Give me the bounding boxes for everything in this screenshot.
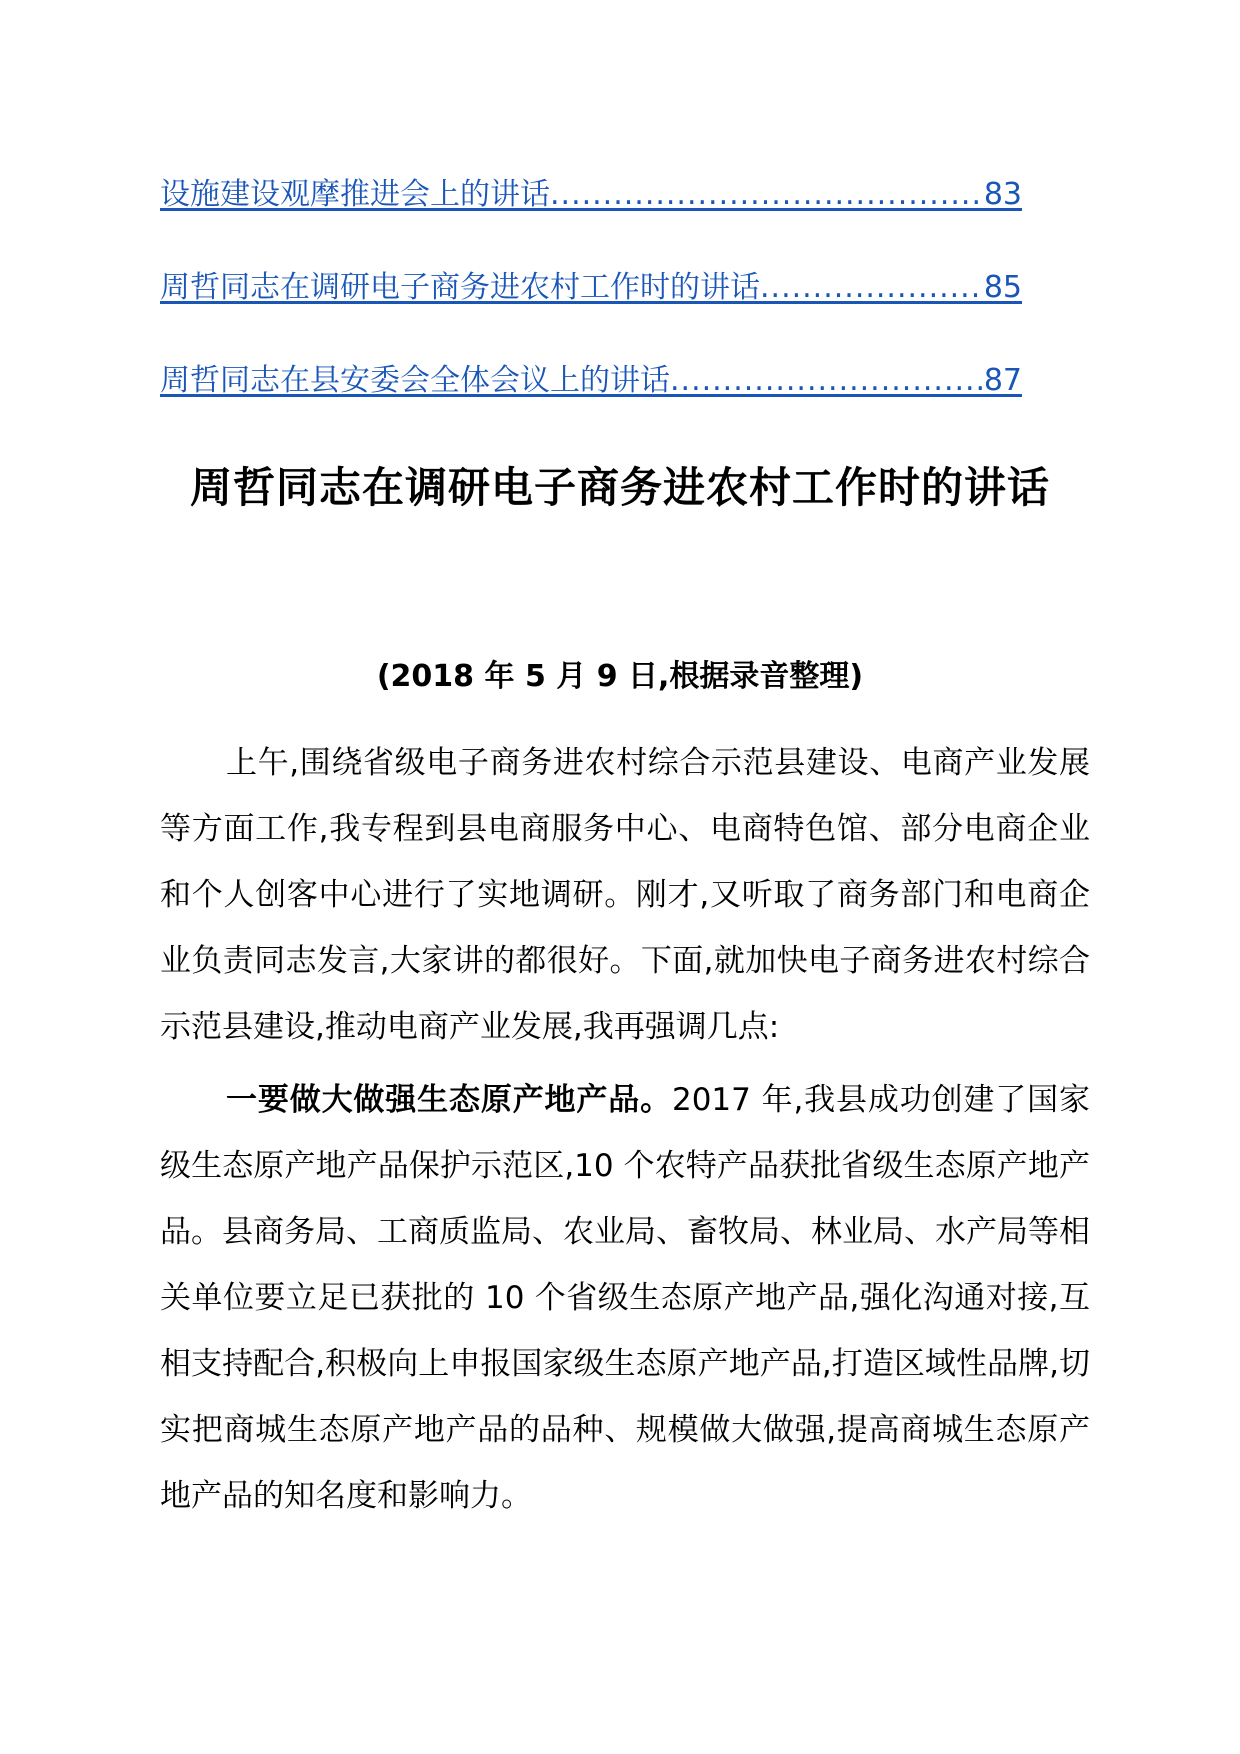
toc-entry-title[interactable]: 周哲同志在调研电子商务进农村工作时的讲话 bbox=[160, 270, 760, 305]
body-paragraph-1 bbox=[160, 730, 1090, 1060]
paragraph-text: 上午,围绕省级电子商务进农村综合示范县建设、电商产业发展等方面工作,我专程到县电商服务中心、电商特色馆、部分电商企业和个人创客中心进行了实地调研。刚才,又听取了商务部门和电商企业负责同志发言,大家讲的都很好。下面,就加快电子商务进农村综合示范县建设,推动电商产业发展,我再强调几点: bbox=[160, 745, 1090, 1045]
toc-leader-dots bbox=[550, 170, 984, 220]
speech-date-note: (2018 年 5 月 9 日,根据录音整理) bbox=[376, 659, 864, 694]
toc-entry-3[interactable] bbox=[160, 356, 1022, 449]
toc-entry-page[interactable]: 83 bbox=[983, 177, 1022, 212]
paragraph-text: 2017 年,我县成功创建了国家级生态原产地产品保护示范区,10 个农特产品获批省级生态原产地产品。县商务局、工商质监局、农业局、畜牧局、林业局、水产局等相关单位要立足已获批的 10 个省级生态原产地产品,强化沟通对接,互相支持配合,积极向上申报国家级生态原产地产品,打造区域性品牌,切实把商城生态原产地产品的品种、规模做大做强,提高商城生态原产地产品的知名度和影响力。 bbox=[160, 1082, 1091, 1514]
table-of-contents bbox=[160, 170, 1022, 449]
toc-entry-page[interactable]: 87 bbox=[983, 363, 1022, 398]
speech-title: 周哲同志在调研电子商务进农村工作时的讲话 bbox=[189, 463, 1050, 512]
toc-leader-dots bbox=[670, 356, 984, 406]
toc-entry-page[interactable]: 85 bbox=[983, 270, 1022, 305]
toc-entry-title[interactable]: 设施建设观摩推进会上的讲话 bbox=[160, 177, 550, 212]
toc-entry-2[interactable] bbox=[160, 263, 1022, 356]
toc-leader-dots bbox=[760, 263, 984, 313]
body-paragraph-2 bbox=[160, 1067, 1090, 1529]
paragraph-lead: 一要做大做强生态原产地产品。 bbox=[226, 1082, 672, 1118]
toc-entry-1[interactable] bbox=[160, 170, 1022, 263]
toc-entry-title[interactable]: 周哲同志在县安委会全体会议上的讲话 bbox=[160, 363, 670, 398]
